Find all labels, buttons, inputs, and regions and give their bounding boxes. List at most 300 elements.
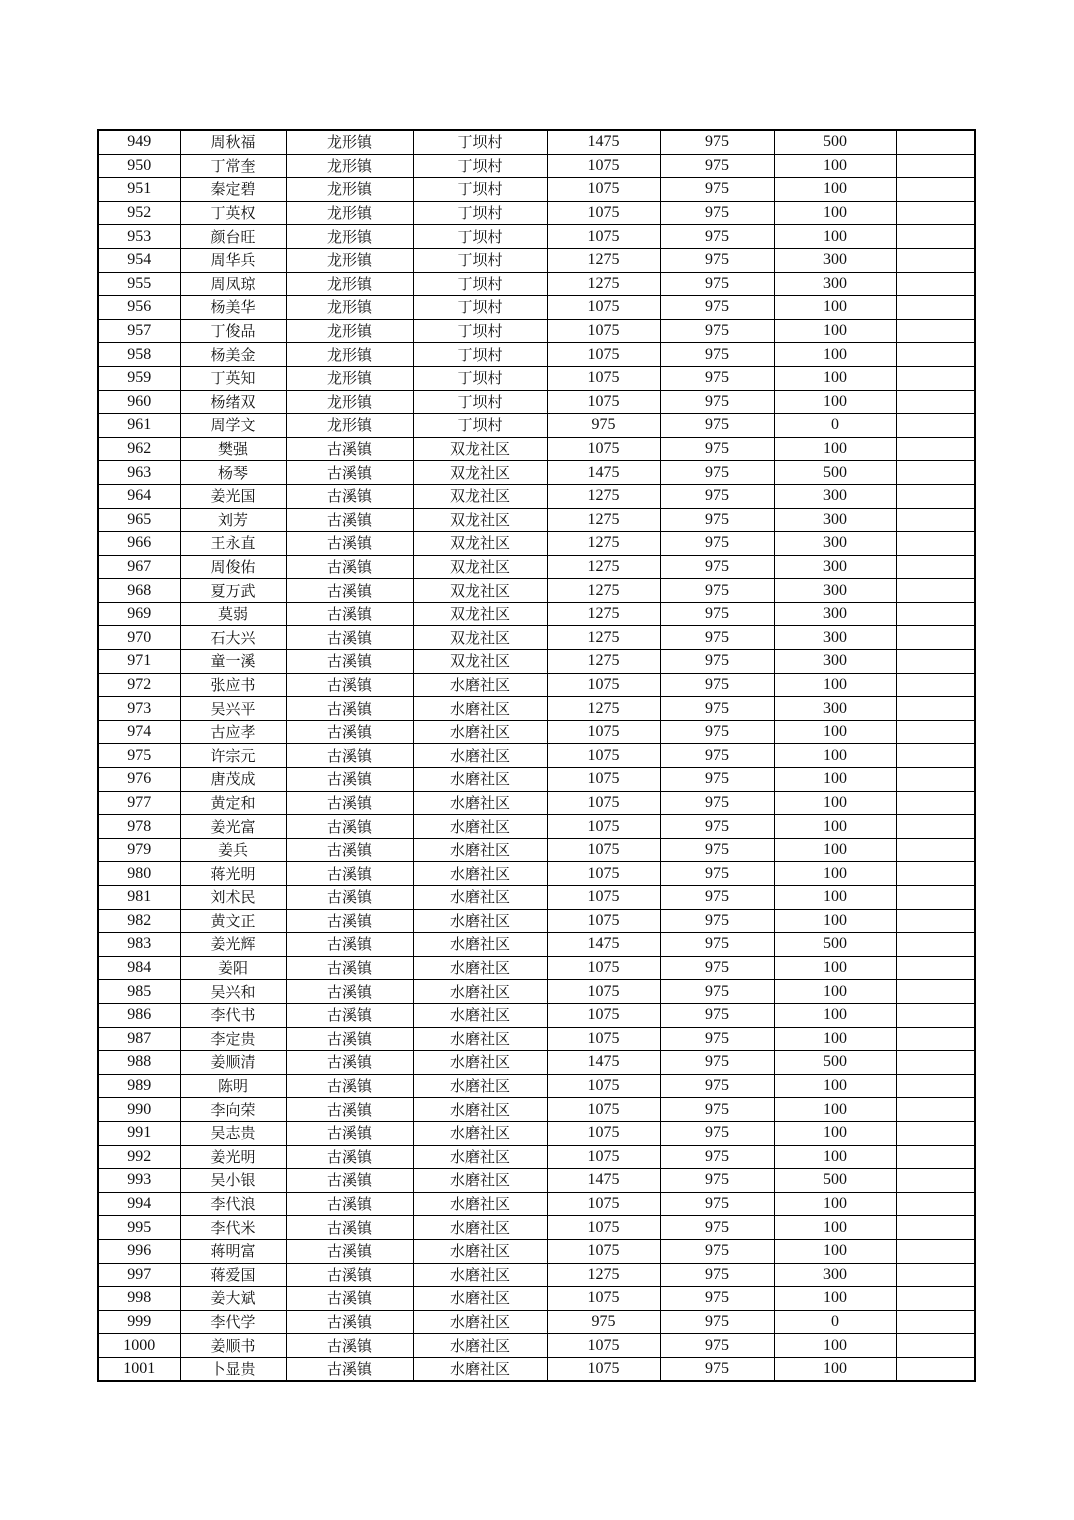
- table-row: [98, 390, 975, 414]
- row-number-cell: 968: [98, 579, 180, 603]
- amount-b-cell: 975: [660, 602, 774, 626]
- remark-cell: [896, 815, 975, 839]
- amount-a-cell: 1075: [547, 1098, 660, 1122]
- town-cell: 龙形镇: [286, 319, 413, 343]
- town-cell: 古溪镇: [286, 886, 413, 910]
- amount-a-cell: 1075: [547, 1239, 660, 1263]
- town-cell: 古溪镇: [286, 437, 413, 461]
- amount-b-cell: 975: [660, 933, 774, 957]
- village-cell: 双龙社区: [413, 602, 547, 626]
- village-cell: 水磨社区: [413, 1334, 547, 1358]
- village-cell: 双龙社区: [413, 484, 547, 508]
- table-row: [98, 484, 975, 508]
- village-cell: 双龙社区: [413, 461, 547, 485]
- difference-cell: 300: [774, 697, 896, 721]
- amount-a-cell: 1275: [547, 508, 660, 532]
- remark-cell: [896, 1051, 975, 1075]
- name-cell: 颜台旺: [180, 225, 286, 249]
- remark-cell: [896, 437, 975, 461]
- amount-b-cell: 975: [660, 1310, 774, 1334]
- row-number-cell: 985: [98, 980, 180, 1004]
- table-row: [98, 1263, 975, 1287]
- difference-cell: 100: [774, 1334, 896, 1358]
- difference-cell: 100: [774, 1287, 896, 1311]
- row-number-cell: 977: [98, 791, 180, 815]
- row-number-cell: 986: [98, 1003, 180, 1027]
- amount-a-cell: 1075: [547, 744, 660, 768]
- town-cell: 古溪镇: [286, 838, 413, 862]
- remark-cell: [896, 130, 975, 154]
- amount-a-cell: 1075: [547, 1192, 660, 1216]
- table-row: [98, 1169, 975, 1193]
- row-number-cell: 960: [98, 390, 180, 414]
- amount-a-cell: 1075: [547, 1003, 660, 1027]
- remark-cell: [896, 1169, 975, 1193]
- difference-cell: 100: [774, 154, 896, 178]
- name-cell: 姜光辉: [180, 933, 286, 957]
- village-cell: 水磨社区: [413, 1287, 547, 1311]
- village-cell: 水磨社区: [413, 1027, 547, 1051]
- name-cell: 刘术民: [180, 886, 286, 910]
- name-cell: 周凤琼: [180, 272, 286, 296]
- town-cell: 古溪镇: [286, 956, 413, 980]
- amount-a-cell: 1075: [547, 178, 660, 202]
- amount-b-cell: 975: [660, 1357, 774, 1381]
- amount-a-cell: 1075: [547, 720, 660, 744]
- row-number-cell: 957: [98, 319, 180, 343]
- town-cell: 古溪镇: [286, 1003, 413, 1027]
- remark-cell: [896, 1263, 975, 1287]
- table-row: [98, 1003, 975, 1027]
- row-number-cell: 999: [98, 1310, 180, 1334]
- village-cell: 水磨社区: [413, 673, 547, 697]
- amount-a-cell: 1075: [547, 343, 660, 367]
- table-row: [98, 1287, 975, 1311]
- town-cell: 龙形镇: [286, 272, 413, 296]
- name-cell: 吴志贵: [180, 1121, 286, 1145]
- village-cell: 丁坝村: [413, 414, 547, 438]
- remark-cell: [896, 248, 975, 272]
- town-cell: 古溪镇: [286, 980, 413, 1004]
- amount-a-cell: 1275: [547, 602, 660, 626]
- table-row: [98, 1310, 975, 1334]
- village-cell: 水磨社区: [413, 1357, 547, 1381]
- name-cell: 李代学: [180, 1310, 286, 1334]
- village-cell: 水磨社区: [413, 1216, 547, 1240]
- town-cell: 古溪镇: [286, 1239, 413, 1263]
- village-cell: 水磨社区: [413, 744, 547, 768]
- row-number-cell: 994: [98, 1192, 180, 1216]
- difference-cell: 300: [774, 272, 896, 296]
- table-row: [98, 1145, 975, 1169]
- remark-cell: [896, 343, 975, 367]
- village-cell: 水磨社区: [413, 909, 547, 933]
- remark-cell: [896, 1310, 975, 1334]
- row-number-cell: 998: [98, 1287, 180, 1311]
- remark-cell: [896, 862, 975, 886]
- row-number-cell: 978: [98, 815, 180, 839]
- table-row: [98, 980, 975, 1004]
- village-cell: 水磨社区: [413, 862, 547, 886]
- town-cell: 龙形镇: [286, 366, 413, 390]
- row-number-cell: 969: [98, 602, 180, 626]
- town-cell: 古溪镇: [286, 461, 413, 485]
- difference-cell: 100: [774, 390, 896, 414]
- row-number-cell: 958: [98, 343, 180, 367]
- table-row: [98, 1216, 975, 1240]
- remark-cell: [896, 838, 975, 862]
- amount-b-cell: 975: [660, 414, 774, 438]
- table-row: [98, 791, 975, 815]
- town-cell: 古溪镇: [286, 862, 413, 886]
- table-row: [98, 650, 975, 674]
- difference-cell: 300: [774, 602, 896, 626]
- table-row: [98, 555, 975, 579]
- amount-b-cell: 975: [660, 626, 774, 650]
- table-row: [98, 956, 975, 980]
- name-cell: 杨绪双: [180, 390, 286, 414]
- amount-b-cell: 975: [660, 791, 774, 815]
- town-cell: 龙形镇: [286, 154, 413, 178]
- row-number-cell: 991: [98, 1121, 180, 1145]
- town-cell: 古溪镇: [286, 1169, 413, 1193]
- name-cell: 周俊佑: [180, 555, 286, 579]
- difference-cell: 100: [774, 1145, 896, 1169]
- difference-cell: 100: [774, 1239, 896, 1263]
- difference-cell: 300: [774, 650, 896, 674]
- amount-b-cell: 975: [660, 980, 774, 1004]
- table-row: [98, 838, 975, 862]
- row-number-cell: 987: [98, 1027, 180, 1051]
- amount-a-cell: 1275: [547, 272, 660, 296]
- amount-b-cell: 975: [660, 461, 774, 485]
- town-cell: 古溪镇: [286, 626, 413, 650]
- amount-b-cell: 975: [660, 390, 774, 414]
- difference-cell: 100: [774, 886, 896, 910]
- row-number-cell: 975: [98, 744, 180, 768]
- remark-cell: [896, 650, 975, 674]
- name-cell: 唐茂成: [180, 768, 286, 792]
- town-cell: 古溪镇: [286, 602, 413, 626]
- town-cell: 古溪镇: [286, 532, 413, 556]
- remark-cell: [896, 154, 975, 178]
- difference-cell: 300: [774, 248, 896, 272]
- remark-cell: [896, 697, 975, 721]
- table-row: [98, 815, 975, 839]
- difference-cell: 100: [774, 1357, 896, 1381]
- row-number-cell: 1000: [98, 1334, 180, 1358]
- table-row: [98, 201, 975, 225]
- town-cell: 龙形镇: [286, 414, 413, 438]
- table-row: [98, 366, 975, 390]
- name-cell: 杨美金: [180, 343, 286, 367]
- table-row: [98, 225, 975, 249]
- town-cell: 龙形镇: [286, 130, 413, 154]
- village-cell: 丁坝村: [413, 366, 547, 390]
- village-cell: 双龙社区: [413, 532, 547, 556]
- remark-cell: [896, 225, 975, 249]
- remark-cell: [896, 1357, 975, 1381]
- amount-a-cell: 1075: [547, 1121, 660, 1145]
- table-row: [98, 1074, 975, 1098]
- row-number-cell: 976: [98, 768, 180, 792]
- row-number-cell: 955: [98, 272, 180, 296]
- amount-a-cell: 1075: [547, 225, 660, 249]
- town-cell: 古溪镇: [286, 1310, 413, 1334]
- row-number-cell: 980: [98, 862, 180, 886]
- amount-a-cell: 1075: [547, 1334, 660, 1358]
- remark-cell: [896, 1074, 975, 1098]
- name-cell: 卜显贵: [180, 1357, 286, 1381]
- town-cell: 古溪镇: [286, 768, 413, 792]
- remark-cell: [896, 178, 975, 202]
- difference-cell: 100: [774, 980, 896, 1004]
- difference-cell: 300: [774, 508, 896, 532]
- name-cell: 张应书: [180, 673, 286, 697]
- town-cell: 龙形镇: [286, 225, 413, 249]
- table-row: [98, 154, 975, 178]
- village-cell: 水磨社区: [413, 933, 547, 957]
- village-cell: 双龙社区: [413, 579, 547, 603]
- name-cell: 蒋光明: [180, 862, 286, 886]
- amount-a-cell: 1075: [547, 1357, 660, 1381]
- name-cell: 李代米: [180, 1216, 286, 1240]
- remark-cell: [896, 933, 975, 957]
- town-cell: 龙形镇: [286, 248, 413, 272]
- difference-cell: 100: [774, 366, 896, 390]
- difference-cell: 100: [774, 1098, 896, 1122]
- remark-cell: [896, 461, 975, 485]
- table-body: [98, 130, 975, 1381]
- difference-cell: 100: [774, 225, 896, 249]
- difference-cell: 300: [774, 579, 896, 603]
- village-cell: 水磨社区: [413, 1263, 547, 1287]
- amount-a-cell: 1475: [547, 933, 660, 957]
- row-number-cell: 993: [98, 1169, 180, 1193]
- town-cell: 古溪镇: [286, 650, 413, 674]
- amount-a-cell: 1275: [547, 626, 660, 650]
- amount-a-cell: 1075: [547, 791, 660, 815]
- village-cell: 双龙社区: [413, 650, 547, 674]
- remark-cell: [896, 744, 975, 768]
- name-cell: 李代浪: [180, 1192, 286, 1216]
- village-cell: 水磨社区: [413, 768, 547, 792]
- amount-b-cell: 975: [660, 248, 774, 272]
- amount-b-cell: 975: [660, 1121, 774, 1145]
- remark-cell: [896, 673, 975, 697]
- name-cell: 李向荣: [180, 1098, 286, 1122]
- amount-a-cell: 1075: [547, 838, 660, 862]
- row-number-cell: 953: [98, 225, 180, 249]
- remark-cell: [896, 720, 975, 744]
- village-cell: 水磨社区: [413, 815, 547, 839]
- amount-b-cell: 975: [660, 697, 774, 721]
- amount-a-cell: 1275: [547, 555, 660, 579]
- row-number-cell: 959: [98, 366, 180, 390]
- name-cell: 李代书: [180, 1003, 286, 1027]
- row-number-cell: 967: [98, 555, 180, 579]
- village-cell: 丁坝村: [413, 390, 547, 414]
- village-cell: 水磨社区: [413, 980, 547, 1004]
- amount-b-cell: 975: [660, 508, 774, 532]
- amount-b-cell: 975: [660, 1192, 774, 1216]
- remark-cell: [896, 791, 975, 815]
- name-cell: 姜光国: [180, 484, 286, 508]
- town-cell: 古溪镇: [286, 1263, 413, 1287]
- amount-a-cell: 1075: [547, 1216, 660, 1240]
- village-cell: 丁坝村: [413, 272, 547, 296]
- village-cell: 水磨社区: [413, 1145, 547, 1169]
- name-cell: 周秋福: [180, 130, 286, 154]
- name-cell: 吴兴平: [180, 697, 286, 721]
- name-cell: 古应孝: [180, 720, 286, 744]
- difference-cell: 100: [774, 1192, 896, 1216]
- town-cell: 古溪镇: [286, 1074, 413, 1098]
- village-cell: 水磨社区: [413, 1003, 547, 1027]
- name-cell: 姜光明: [180, 1145, 286, 1169]
- table-row: [98, 862, 975, 886]
- name-cell: 姜顺书: [180, 1334, 286, 1358]
- remark-cell: [896, 1121, 975, 1145]
- village-cell: 水磨社区: [413, 1310, 547, 1334]
- amount-b-cell: 975: [660, 1027, 774, 1051]
- amount-b-cell: 975: [660, 909, 774, 933]
- difference-cell: 100: [774, 744, 896, 768]
- remark-cell: [896, 508, 975, 532]
- row-number-cell: 979: [98, 838, 180, 862]
- row-number-cell: 974: [98, 720, 180, 744]
- remark-cell: [896, 980, 975, 1004]
- remark-cell: [896, 484, 975, 508]
- row-number-cell: 996: [98, 1239, 180, 1263]
- town-cell: 龙形镇: [286, 178, 413, 202]
- remark-cell: [896, 532, 975, 556]
- amount-a-cell: 1075: [547, 909, 660, 933]
- amount-b-cell: 975: [660, 1239, 774, 1263]
- amount-b-cell: 975: [660, 720, 774, 744]
- row-number-cell: 988: [98, 1051, 180, 1075]
- difference-cell: 100: [774, 1216, 896, 1240]
- difference-cell: 500: [774, 1169, 896, 1193]
- amount-b-cell: 975: [660, 1169, 774, 1193]
- town-cell: 古溪镇: [286, 1287, 413, 1311]
- amount-b-cell: 975: [660, 956, 774, 980]
- town-cell: 龙形镇: [286, 390, 413, 414]
- amount-b-cell: 975: [660, 1074, 774, 1098]
- amount-a-cell: 1075: [547, 390, 660, 414]
- amount-a-cell: 1075: [547, 1287, 660, 1311]
- village-cell: 丁坝村: [413, 296, 547, 320]
- village-cell: 水磨社区: [413, 1239, 547, 1263]
- difference-cell: 300: [774, 1263, 896, 1287]
- name-cell: 吴兴和: [180, 980, 286, 1004]
- difference-cell: 100: [774, 296, 896, 320]
- amount-b-cell: 975: [660, 532, 774, 556]
- amount-a-cell: 1075: [547, 201, 660, 225]
- town-cell: 古溪镇: [286, 1051, 413, 1075]
- row-number-cell: 961: [98, 414, 180, 438]
- remark-cell: [896, 602, 975, 626]
- amount-a-cell: 1275: [547, 532, 660, 556]
- difference-cell: 500: [774, 933, 896, 957]
- name-cell: 姜阳: [180, 956, 286, 980]
- row-number-cell: 956: [98, 296, 180, 320]
- village-cell: 水磨社区: [413, 1074, 547, 1098]
- name-cell: 姜顺清: [180, 1051, 286, 1075]
- village-cell: 丁坝村: [413, 201, 547, 225]
- table-row: [98, 272, 975, 296]
- town-cell: 古溪镇: [286, 933, 413, 957]
- difference-cell: 100: [774, 343, 896, 367]
- name-cell: 丁英知: [180, 366, 286, 390]
- town-cell: 古溪镇: [286, 1357, 413, 1381]
- name-cell: 秦定碧: [180, 178, 286, 202]
- amount-b-cell: 975: [660, 1287, 774, 1311]
- name-cell: 吴小银: [180, 1169, 286, 1193]
- row-number-cell: 1001: [98, 1357, 180, 1381]
- difference-cell: 300: [774, 555, 896, 579]
- remark-cell: [896, 201, 975, 225]
- name-cell: 周学文: [180, 414, 286, 438]
- table-row: [98, 532, 975, 556]
- amount-a-cell: 1275: [547, 579, 660, 603]
- remark-cell: [896, 390, 975, 414]
- village-cell: 丁坝村: [413, 319, 547, 343]
- remark-cell: [896, 909, 975, 933]
- amount-b-cell: 975: [660, 1003, 774, 1027]
- table-row: [98, 130, 975, 154]
- village-cell: 丁坝村: [413, 248, 547, 272]
- amount-b-cell: 975: [660, 201, 774, 225]
- name-cell: 杨琴: [180, 461, 286, 485]
- remark-cell: [896, 1287, 975, 1311]
- name-cell: 童一溪: [180, 650, 286, 674]
- amount-b-cell: 975: [660, 437, 774, 461]
- amount-a-cell: 1275: [547, 248, 660, 272]
- difference-cell: 100: [774, 437, 896, 461]
- difference-cell: 100: [774, 768, 896, 792]
- town-cell: 古溪镇: [286, 508, 413, 532]
- remark-cell: [896, 555, 975, 579]
- amount-b-cell: 975: [660, 815, 774, 839]
- row-number-cell: 990: [98, 1098, 180, 1122]
- row-number-cell: 983: [98, 933, 180, 957]
- difference-cell: 100: [774, 178, 896, 202]
- village-cell: 丁坝村: [413, 130, 547, 154]
- remark-cell: [896, 319, 975, 343]
- row-number-cell: 972: [98, 673, 180, 697]
- table-row: [98, 744, 975, 768]
- town-cell: 古溪镇: [286, 673, 413, 697]
- amount-a-cell: 975: [547, 1310, 660, 1334]
- remark-cell: [896, 1334, 975, 1358]
- table-row: [98, 933, 975, 957]
- amount-b-cell: 975: [660, 366, 774, 390]
- amount-a-cell: 1275: [547, 697, 660, 721]
- amount-a-cell: 1075: [547, 319, 660, 343]
- amount-a-cell: 1275: [547, 650, 660, 674]
- amount-b-cell: 975: [660, 484, 774, 508]
- table-row: [98, 626, 975, 650]
- remark-cell: [896, 414, 975, 438]
- amount-a-cell: 1075: [547, 956, 660, 980]
- table-row: [98, 602, 975, 626]
- amount-b-cell: 975: [660, 1098, 774, 1122]
- town-cell: 龙形镇: [286, 296, 413, 320]
- town-cell: 古溪镇: [286, 1121, 413, 1145]
- name-cell: 姜大斌: [180, 1287, 286, 1311]
- amount-b-cell: 975: [660, 319, 774, 343]
